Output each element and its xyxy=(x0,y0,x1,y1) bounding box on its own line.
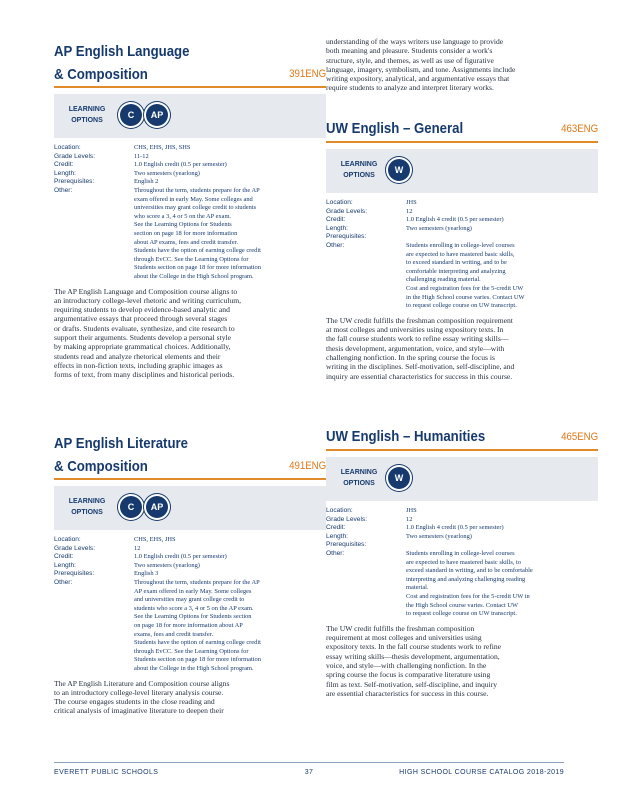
description-line: The UW credit fulfills the freshman composition requirement xyxy=(326,315,513,325)
course-title-line: AP English Literature xyxy=(54,435,188,452)
detail-value-line: are expected to have mastered basic skills, xyxy=(406,250,515,258)
detail-value xyxy=(134,562,326,571)
title-rule xyxy=(326,449,598,451)
detail-row xyxy=(54,178,326,187)
detail-value-line: English 3 xyxy=(134,570,159,578)
footer-catalog: HIGH SCHOOL COURSE CATALOG 2018-2019 xyxy=(399,769,564,776)
detail-row xyxy=(326,533,598,542)
ap-icon: AP xyxy=(146,104,168,126)
detail-value-line: are expected to have mastered basic skills, to xyxy=(406,558,521,566)
description-line: require students to analyze and interpret literary works. xyxy=(326,83,494,93)
course-details xyxy=(326,199,598,311)
detail-row xyxy=(326,233,598,242)
detail-row xyxy=(54,570,326,579)
course-details xyxy=(54,536,326,674)
detail-value-line: 1.0 English credit (0.5 per semester) xyxy=(134,161,227,169)
detail-value xyxy=(406,507,598,516)
detail-value-line: Students section on page 18 for more information xyxy=(134,264,261,272)
description-line: both meaning and pleasure. Students consider a work's xyxy=(326,46,493,56)
ap-icon: AP xyxy=(146,496,168,518)
description-line: at most colleges and universities using expository texts. In xyxy=(326,325,504,335)
detail-value-line: 12 xyxy=(406,515,413,523)
detail-value-line: Students have the option of earning college credit xyxy=(134,247,261,255)
learning-options-box xyxy=(326,149,598,193)
detail-value-line: through EvCC. See the Learning Options for xyxy=(134,255,249,263)
page-number: 37 xyxy=(304,769,314,776)
learning-options-box xyxy=(54,486,326,530)
course-header xyxy=(326,425,598,449)
college-credit-icon: C xyxy=(120,104,142,126)
detail-label: Prerequisites: xyxy=(326,233,367,241)
detail-value-line: on page 18 for more information about AP xyxy=(134,621,243,629)
detail-label: Prerequisites: xyxy=(54,178,95,186)
detail-label: Grade Levels: xyxy=(54,152,96,160)
detail-row xyxy=(54,562,326,571)
course-details xyxy=(54,144,326,282)
detail-label: Grade Levels: xyxy=(326,207,368,215)
learning-options-box xyxy=(326,457,598,501)
detail-value-line: challenging reading material. xyxy=(406,276,481,284)
course-title-line: UW English – Humanities xyxy=(326,428,486,445)
detail-row xyxy=(326,516,598,525)
description-line: or drafts. Students evaluate, synthesize, and cite research to xyxy=(54,323,235,333)
description-line: support their arguments. Students develop a personal style xyxy=(54,332,232,342)
detail-label: Length: xyxy=(54,561,76,569)
description-line: understanding of the ways writers use language to provide xyxy=(326,37,504,46)
learning-options-label-line: OPTIONS xyxy=(71,509,103,516)
course-ap-english-language xyxy=(54,40,326,379)
course-code: 465ENG xyxy=(560,431,598,443)
detail-value-line: AP exam offered in early May. Some colleges xyxy=(134,587,252,595)
detail-value-line: Two semesters (yearlong) xyxy=(134,169,200,177)
detail-row xyxy=(54,553,326,562)
detail-row xyxy=(326,208,598,217)
detail-value-line: in the High School course varies. Contact UW xyxy=(406,293,525,301)
detail-value-line: exam offered in early May. Some colleges and xyxy=(134,195,253,203)
detail-label: Location: xyxy=(326,199,353,206)
course-details xyxy=(326,507,598,619)
description-line: expository texts. In the fall course students work to refine xyxy=(326,642,502,652)
learning-options-label xyxy=(64,496,110,518)
detail-value-line: about the College in the High School program. xyxy=(134,272,254,280)
detail-row xyxy=(54,579,326,674)
description-line: an introductory college-level rhetoric and writing curriculum, xyxy=(54,295,242,305)
detail-value-line xyxy=(406,233,598,242)
detail-value xyxy=(406,208,598,217)
detail-value xyxy=(134,536,326,545)
description-line: by making appropriate grammatical choices. Additionally, xyxy=(54,342,231,352)
description-line: effects in non-fiction texts, including graphic images as xyxy=(54,360,223,370)
description-line: structure, style, and themes, as well as use of figurative xyxy=(326,55,494,65)
description-line: to an introductory college-level literary analysis course. xyxy=(54,687,224,697)
detail-value-line: See the Learning Options for Students xyxy=(134,221,232,229)
detail-value xyxy=(406,516,598,525)
detail-label: Other: xyxy=(326,241,345,249)
detail-value xyxy=(134,161,326,170)
description-line: essay writing skills—thesis development, argumentation, xyxy=(326,651,500,661)
title-rule xyxy=(54,478,326,480)
detail-value-line: Cost and registration fees for the 5-credit UW in xyxy=(406,592,530,600)
course-header xyxy=(54,40,326,86)
detail-row xyxy=(54,144,326,153)
detail-value-line: exceed standard in writing, and to be comfortable xyxy=(406,567,533,575)
detail-row xyxy=(326,541,598,550)
learning-options-label xyxy=(336,467,382,489)
description-line: thesis development, argumentation, voice, and style—with xyxy=(326,343,505,353)
detail-row xyxy=(54,545,326,554)
learning-options-label xyxy=(336,159,382,181)
course-description xyxy=(54,679,326,716)
detail-value-line: about the College in the High School program. xyxy=(134,664,254,672)
detail-value-line: CHS, EHS, JHS, SHS xyxy=(134,144,191,151)
learning-options-label-line: LEARNING xyxy=(340,161,378,168)
learning-options-label-line: LEARNING xyxy=(68,106,106,113)
description-line: language, imagery, symbolism, and tone. Assignments include xyxy=(326,64,516,74)
course-title-line: & Composition xyxy=(54,66,148,83)
title-rule xyxy=(54,86,326,88)
detail-value-line: section on page 18 for more information xyxy=(134,229,238,237)
detail-value xyxy=(406,550,598,619)
description-line: are essential characteristics for success in this course. xyxy=(326,688,489,698)
course-description xyxy=(326,316,598,381)
course-ap-english-literature xyxy=(54,432,326,716)
detail-value xyxy=(134,570,326,579)
detail-value xyxy=(134,144,326,153)
detail-row xyxy=(326,524,598,533)
detail-label: Prerequisites: xyxy=(54,570,95,578)
detail-value-line: 1.0 English credit (0.5 per semester) xyxy=(134,553,227,561)
course-title-line: AP English Language xyxy=(54,43,190,60)
detail-value-line: the High School course varies. Contact UW xyxy=(406,601,518,609)
detail-value-line: 11-12 xyxy=(134,152,149,160)
description-line: The course engages students in the close reading and xyxy=(54,697,215,707)
detail-label: Credit: xyxy=(54,553,74,561)
detail-label: Other: xyxy=(54,578,73,586)
detail-value xyxy=(134,553,326,562)
detail-value-line: 1.0 English 4 credit (0.5 per semester) xyxy=(406,524,504,532)
detail-value xyxy=(406,524,598,533)
detail-label: Prerequisites: xyxy=(326,541,367,549)
learning-options-label xyxy=(64,104,110,126)
learning-options-label-line: OPTIONS xyxy=(343,172,375,179)
course-title-line: UW English – General xyxy=(326,120,464,137)
detail-value xyxy=(134,545,326,554)
detail-row xyxy=(54,161,326,170)
description-line: the fall course students work to refine essay writing skills— xyxy=(326,334,509,344)
description-line: inquiry are essential characteristics for success in this course. xyxy=(326,371,513,381)
detail-value-line: Students enrolling in college-level courses xyxy=(406,549,515,557)
description-line: forms of text, from many disciplines and historical periods. xyxy=(54,370,235,380)
learning-options-label-line: OPTIONS xyxy=(71,117,103,124)
detail-label: Other: xyxy=(54,186,73,194)
detail-value-line: JHS xyxy=(406,199,417,206)
detail-value-line: Two semesters (yearlong) xyxy=(134,561,200,569)
course-header xyxy=(326,117,598,141)
detail-value-line: comfortable interpreting and analyzing xyxy=(406,267,506,275)
detail-value xyxy=(406,216,598,225)
page-footer xyxy=(54,762,564,783)
detail-value xyxy=(406,225,598,234)
course-description-continued xyxy=(326,37,515,93)
detail-value-line: students who score a 3, 4 or 5 on the AP exam. xyxy=(134,604,254,612)
detail-label: Location: xyxy=(54,144,81,151)
detail-value-line: through EvCC. See the Learning Options for xyxy=(134,647,249,655)
detail-value-line: and universities may grant college credit to xyxy=(134,596,245,604)
detail-value-line: Students have the option of earning college credit xyxy=(134,639,261,647)
detail-value-line: to exceed standard in writing, and to be xyxy=(406,259,507,267)
title-rule xyxy=(326,141,598,143)
course-description xyxy=(326,624,598,698)
detail-value-line: exams, fees and credit transfer. xyxy=(134,630,214,638)
description-line: The AP English Language and Composition course aligns to xyxy=(54,286,238,296)
detail-value-line: material. xyxy=(406,584,429,592)
detail-value xyxy=(406,233,598,242)
uw-in-high-school-icon: W xyxy=(388,159,410,181)
detail-value-line: CHS, EHS, JHS xyxy=(134,536,176,543)
detail-row xyxy=(54,170,326,179)
description-line: The AP English Literature and Composition course aligns xyxy=(54,678,230,688)
detail-label: Grade Levels: xyxy=(54,544,96,552)
detail-value xyxy=(406,199,598,208)
detail-value-line: who score a 3, 4 or 5 on the AP exam. xyxy=(134,212,232,220)
detail-row xyxy=(54,153,326,162)
description-line: film as text. Self-motivation, self-discipline, and inquiry xyxy=(326,679,498,689)
detail-value-line: Two semesters (yearlong) xyxy=(406,224,472,232)
detail-value-line: Students section on page 18 for more information xyxy=(134,656,261,664)
detail-value-line: JHS xyxy=(406,507,417,514)
learning-options-label-line: LEARNING xyxy=(68,498,106,505)
detail-value-line: Throughout the term, students prepare for the AP xyxy=(134,186,260,194)
description-line: students read and analyze rhetorical elements and their xyxy=(54,351,221,361)
detail-label: Grade Levels: xyxy=(326,515,368,523)
detail-label: Other: xyxy=(326,549,345,557)
learning-options-label-line: OPTIONS xyxy=(343,480,375,487)
detail-value-line: Two semesters (yearlong) xyxy=(406,532,472,540)
detail-row xyxy=(326,199,598,208)
detail-value xyxy=(134,170,326,179)
detail-label: Length: xyxy=(54,169,76,177)
detail-value-line: about AP exams, fees and credit transfer. xyxy=(134,238,239,246)
detail-value xyxy=(406,541,598,550)
course-code: 491ENG xyxy=(288,460,326,472)
detail-row xyxy=(54,187,326,282)
uw-in-high-school-icon: W xyxy=(388,467,410,489)
description-line: The UW credit fulfills the freshman composition xyxy=(326,623,475,633)
detail-value-line: to request college course on UW transcript. xyxy=(406,610,517,618)
detail-label: Credit: xyxy=(54,161,74,169)
detail-label: Location: xyxy=(54,536,81,543)
detail-row xyxy=(326,242,598,311)
detail-row xyxy=(54,536,326,545)
detail-value-line: See the Learning Options for Students section xyxy=(134,613,252,621)
description-line: critical analysis of imaginative literature to deepen their xyxy=(54,706,224,716)
detail-value-line: 12 xyxy=(134,544,141,552)
description-line: writing in the disciplines. Self-motivation, self-discipline, and xyxy=(326,362,515,372)
course-uw-english-general xyxy=(326,117,598,381)
detail-row xyxy=(326,216,598,225)
description-line: requiring students to develop evidence-based analytic and xyxy=(54,305,230,315)
detail-value xyxy=(134,579,326,674)
college-credit-icon: C xyxy=(120,496,142,518)
detail-value xyxy=(406,533,598,542)
detail-value xyxy=(134,153,326,162)
description-line: challenging nonfiction. In the spring course the focus is xyxy=(326,352,495,362)
description-line: argumentative essays that proceed through several stages xyxy=(54,314,228,324)
course-code: 391ENG xyxy=(288,68,326,80)
learning-options-box xyxy=(54,94,326,138)
detail-row xyxy=(326,550,598,619)
course-code: 463ENG xyxy=(560,123,598,135)
detail-value-line: Throughout the term, students prepare for the AP xyxy=(134,578,260,586)
detail-label: Length: xyxy=(326,224,348,232)
detail-row xyxy=(326,225,598,234)
detail-label: Credit: xyxy=(326,524,346,532)
description-line: requirement at most colleges and universities using xyxy=(326,633,482,643)
detail-value xyxy=(134,178,326,187)
detail-label: Credit: xyxy=(326,216,346,224)
detail-value-line: interpreting and analyzing challenging reading xyxy=(406,575,526,583)
footer-district: EVERETT PUBLIC SCHOOLS xyxy=(54,769,159,776)
description-line: writing expository, analytical, and argumentative essays that xyxy=(326,74,510,84)
detail-value-line: universities may grant college credit to students xyxy=(134,204,257,212)
learning-options-label-line: LEARNING xyxy=(340,469,378,476)
course-header xyxy=(54,432,326,478)
course-description xyxy=(54,287,326,380)
detail-label: Location: xyxy=(326,507,353,514)
detail-value-line: 12 xyxy=(406,207,413,215)
detail-value-line: Cost and registration fees for the 5-credit UW xyxy=(406,284,524,292)
detail-row xyxy=(326,507,598,516)
detail-value-line: 1.0 English 4 credit (0.5 per semester) xyxy=(406,216,504,224)
detail-value xyxy=(406,242,598,311)
course-title-line: & Composition xyxy=(54,458,148,475)
detail-value-line: to request college course on UW transcript. xyxy=(406,302,517,310)
detail-label: Length: xyxy=(326,532,348,540)
detail-value xyxy=(134,187,326,282)
detail-value-line: English 2 xyxy=(134,178,159,186)
detail-value-line: Students enrolling in college-level courses xyxy=(406,241,515,249)
detail-value-line xyxy=(406,541,598,550)
course-uw-english-humanities xyxy=(326,425,598,698)
description-line: spring course the focus is comparative literature using xyxy=(326,670,491,680)
description-line: voice, and style—with challenging nonfiction. In the xyxy=(326,660,487,670)
